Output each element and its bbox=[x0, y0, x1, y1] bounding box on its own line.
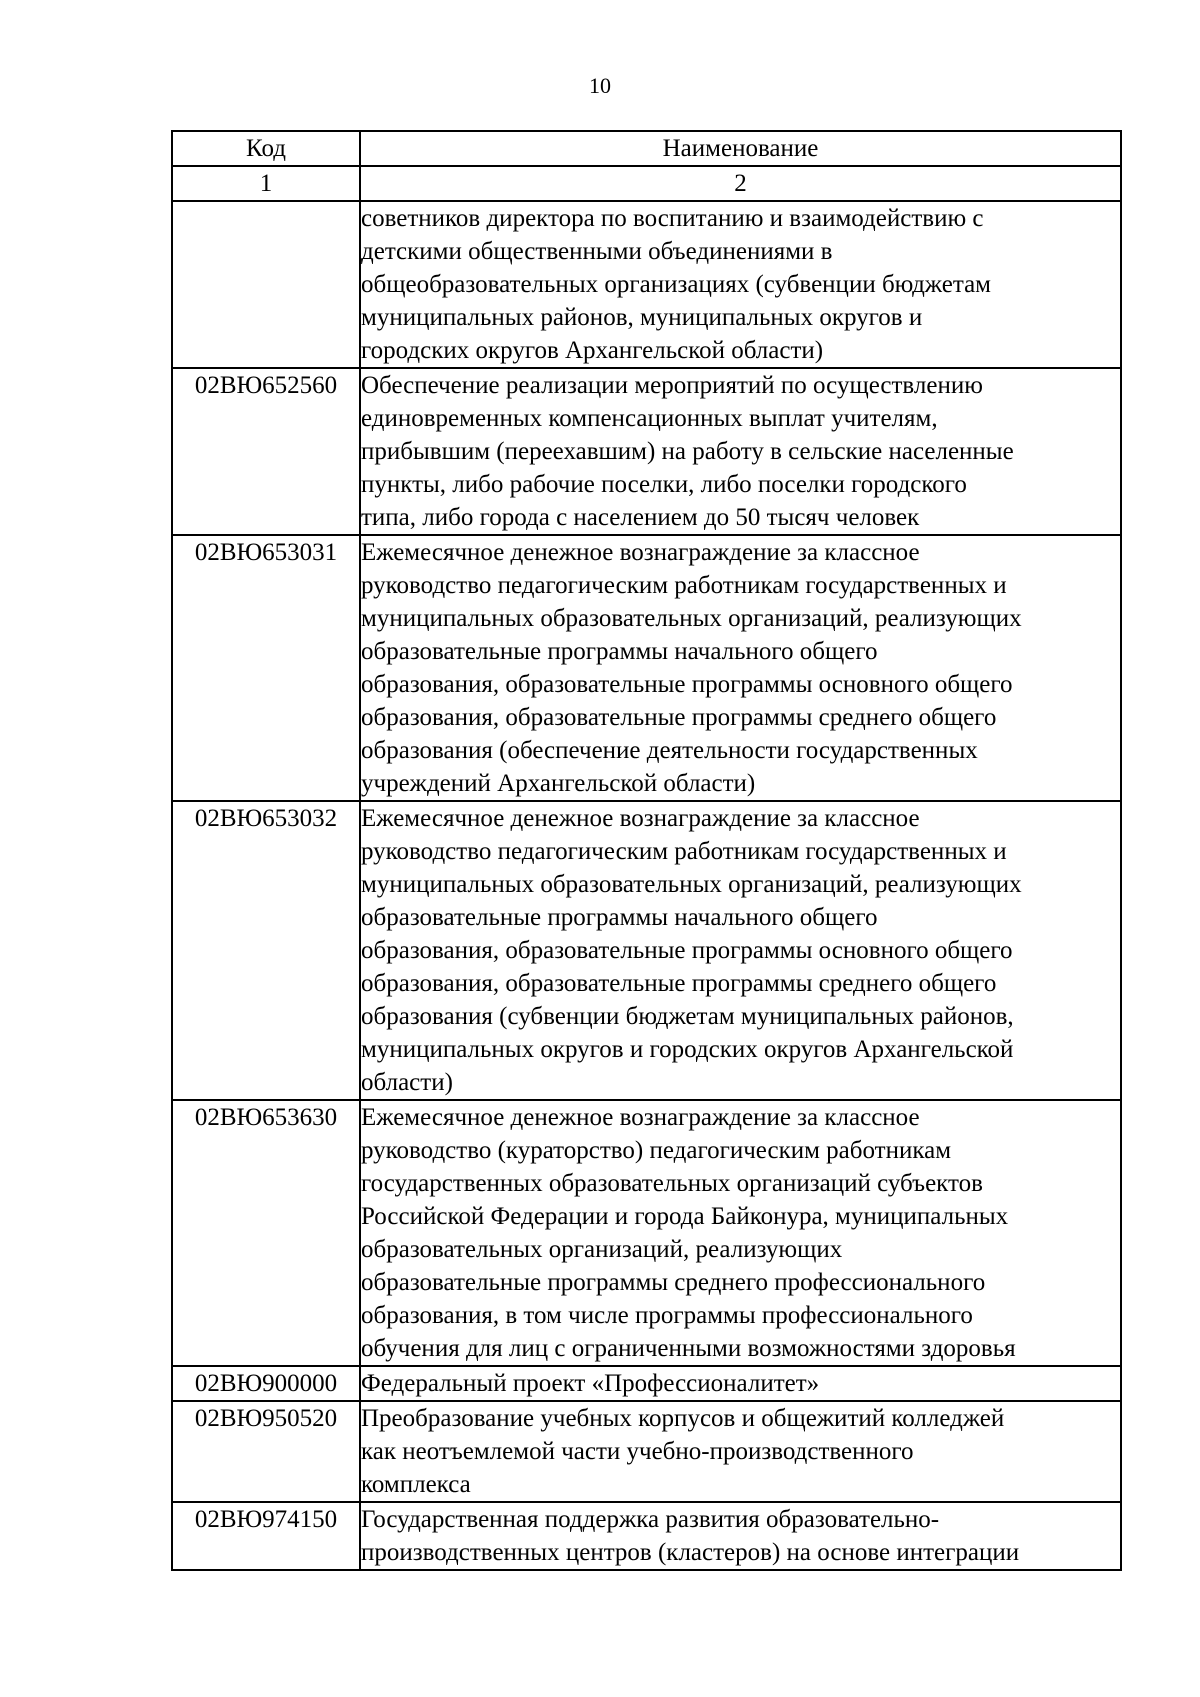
row-name-line: муниципальных образовательных организаций, реализующих bbox=[361, 871, 1022, 898]
row-name-line: руководство (кураторство) педагогическим работникам bbox=[361, 1137, 952, 1164]
row-name bbox=[360, 1401, 1121, 1502]
row-name-line: обучения для лиц с ограниченными возможностями здоровья bbox=[361, 1335, 1016, 1362]
row-name-line: государственных образовательных организаций субъектов bbox=[361, 1170, 983, 1197]
row-name bbox=[360, 535, 1121, 801]
row-code: 02ВЮ653630 bbox=[172, 1100, 360, 1366]
row-name-line: области) bbox=[361, 1069, 453, 1096]
row-name-line: учреждений Архангельской области) bbox=[361, 770, 756, 797]
row-name-line: образования, образовательные программы среднего общего bbox=[361, 970, 997, 997]
row-name-line: комплекса bbox=[361, 1471, 471, 1498]
row-name-line: образования, образовательные программы основного общего bbox=[361, 937, 1013, 964]
row-name-line: руководство педагогическим работникам государственных и bbox=[361, 572, 1007, 599]
table-row bbox=[172, 1502, 1121, 1570]
row-name-line: Государственная поддержка развития образовательно- bbox=[361, 1506, 940, 1533]
row-name-line: муниципальных образовательных организаций, реализующих bbox=[361, 605, 1022, 632]
row-code: 02ВЮ653032 bbox=[172, 801, 360, 1100]
row-name-line: образовательные программы среднего профессионального bbox=[361, 1269, 986, 1296]
table-row bbox=[172, 801, 1121, 1100]
row-name-line: Российской Федерации и города Байконура, муниципальных bbox=[361, 1203, 1009, 1230]
header-name: Наименование bbox=[360, 131, 1121, 166]
row-code bbox=[172, 201, 360, 368]
table-row bbox=[172, 1401, 1121, 1502]
row-code: 02ВЮ900000 bbox=[172, 1366, 360, 1401]
budget-codes-table bbox=[171, 130, 1122, 1571]
column-number-2: 2 bbox=[360, 166, 1121, 201]
row-name-line: советников директора по воспитанию и взаимодействию с bbox=[361, 205, 984, 232]
row-name-line: единовременных компенсационных выплат учителям, bbox=[361, 405, 938, 432]
row-name-line: Ежемесячное денежное вознаграждение за классное bbox=[361, 1104, 920, 1131]
row-name-line: образования (обеспечение деятельности государственных bbox=[361, 737, 978, 764]
row-name bbox=[360, 1502, 1121, 1570]
row-name-line: производственных центров (кластеров) на основе интеграции bbox=[361, 1539, 1020, 1566]
row-name-line: руководство педагогическим работникам государственных и bbox=[361, 838, 1007, 865]
row-name bbox=[360, 201, 1121, 368]
row-name-line: Преобразование учебных корпусов и общежитий колледжей bbox=[361, 1405, 1005, 1432]
row-name-line: образовательные программы начального общего bbox=[361, 638, 878, 665]
row-name bbox=[360, 1366, 1121, 1401]
column-number-row bbox=[172, 166, 1121, 201]
row-name-line: пункты, либо рабочие поселки, либо поселки городского bbox=[361, 471, 967, 498]
header-code: Код bbox=[172, 131, 360, 166]
row-name-line: городских округов Архангельской области) bbox=[361, 337, 824, 364]
row-name-line: типа, либо города с населением до 50 тысяч человек bbox=[361, 504, 920, 531]
table-row bbox=[172, 368, 1121, 535]
row-name-line: прибывшим (переехавшим) на работу в сельские населенные bbox=[361, 438, 1014, 465]
table-row bbox=[172, 1366, 1121, 1401]
row-name bbox=[360, 1100, 1121, 1366]
row-name-line: образования, образовательные программы среднего общего bbox=[361, 704, 997, 731]
row-name-line: как неотъемлемой части учебно-производственного bbox=[361, 1438, 914, 1465]
row-name-line: образовательных организаций, реализующих bbox=[361, 1236, 843, 1263]
row-name-line: Федеральный проект «Профессионалитет» bbox=[361, 1370, 820, 1397]
row-name-line: образования, в том числе программы профессионального bbox=[361, 1302, 973, 1329]
table-body bbox=[172, 201, 1121, 1570]
table-row bbox=[172, 1100, 1121, 1366]
row-code: 02ВЮ652560 bbox=[172, 368, 360, 535]
row-name-line: Ежемесячное денежное вознаграждение за классное bbox=[361, 539, 920, 566]
row-code: 02ВЮ974150 bbox=[172, 1502, 360, 1570]
row-code: 02ВЮ950520 bbox=[172, 1401, 360, 1502]
row-name-line: Ежемесячное денежное вознаграждение за классное bbox=[361, 805, 920, 832]
column-number-1: 1 bbox=[172, 166, 360, 201]
table-row bbox=[172, 201, 1121, 368]
row-name-line: Обеспечение реализации мероприятий по осуществлению bbox=[361, 372, 983, 399]
row-name-line: образования (субвенции бюджетам муниципальных районов, bbox=[361, 1003, 1014, 1030]
row-code: 02ВЮ653031 bbox=[172, 535, 360, 801]
table-row bbox=[172, 535, 1121, 801]
row-name-line: образовательные программы начального общего bbox=[361, 904, 878, 931]
table-header-row bbox=[172, 131, 1121, 166]
row-name-line: детскими общественными объединениями в bbox=[361, 238, 833, 265]
row-name-line: муниципальных районов, муниципальных округов и bbox=[361, 304, 923, 331]
row-name bbox=[360, 368, 1121, 535]
row-name-line: муниципальных округов и городских округов Архангельской bbox=[361, 1036, 1014, 1063]
row-name bbox=[360, 801, 1121, 1100]
page-number: 10 bbox=[589, 73, 611, 98]
row-name-line: образования, образовательные программы основного общего bbox=[361, 671, 1013, 698]
row-name-line: общеобразовательных организациях (субвенции бюджетам bbox=[361, 271, 991, 298]
